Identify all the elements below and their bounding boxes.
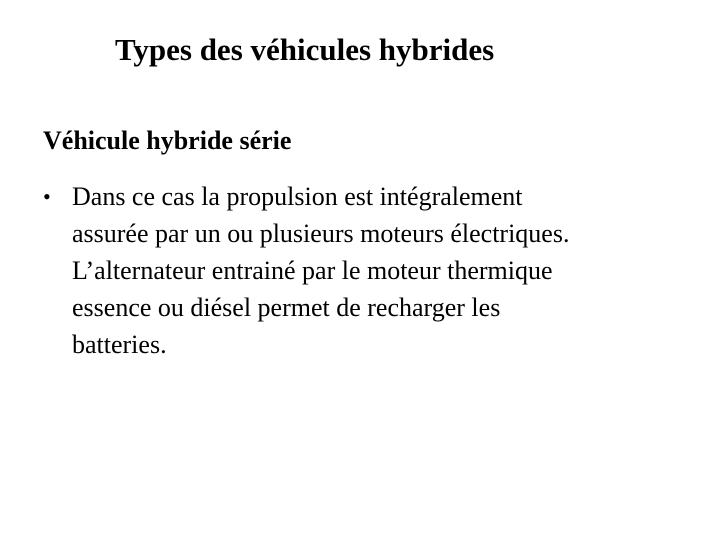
slide-title: Types des véhicules hybrides [115,32,495,67]
section-subtitle: Véhicule hybride série [43,126,292,155]
bullet-line: assurée par un ou plusieurs moteurs électriques. [72,219,570,248]
bullet-line: batteries. [72,330,167,359]
bullet-list [43,178,703,363]
bullet-line: L’alternateur entrainé par le moteur thermique [72,256,553,285]
bullet-line: essence ou diésel permet de recharger les [72,293,501,322]
bullet-item [43,178,703,363]
bullet-line: Dans ce cas la propulsion est intégralement [72,182,523,211]
bullet-icon: • [43,184,51,209]
